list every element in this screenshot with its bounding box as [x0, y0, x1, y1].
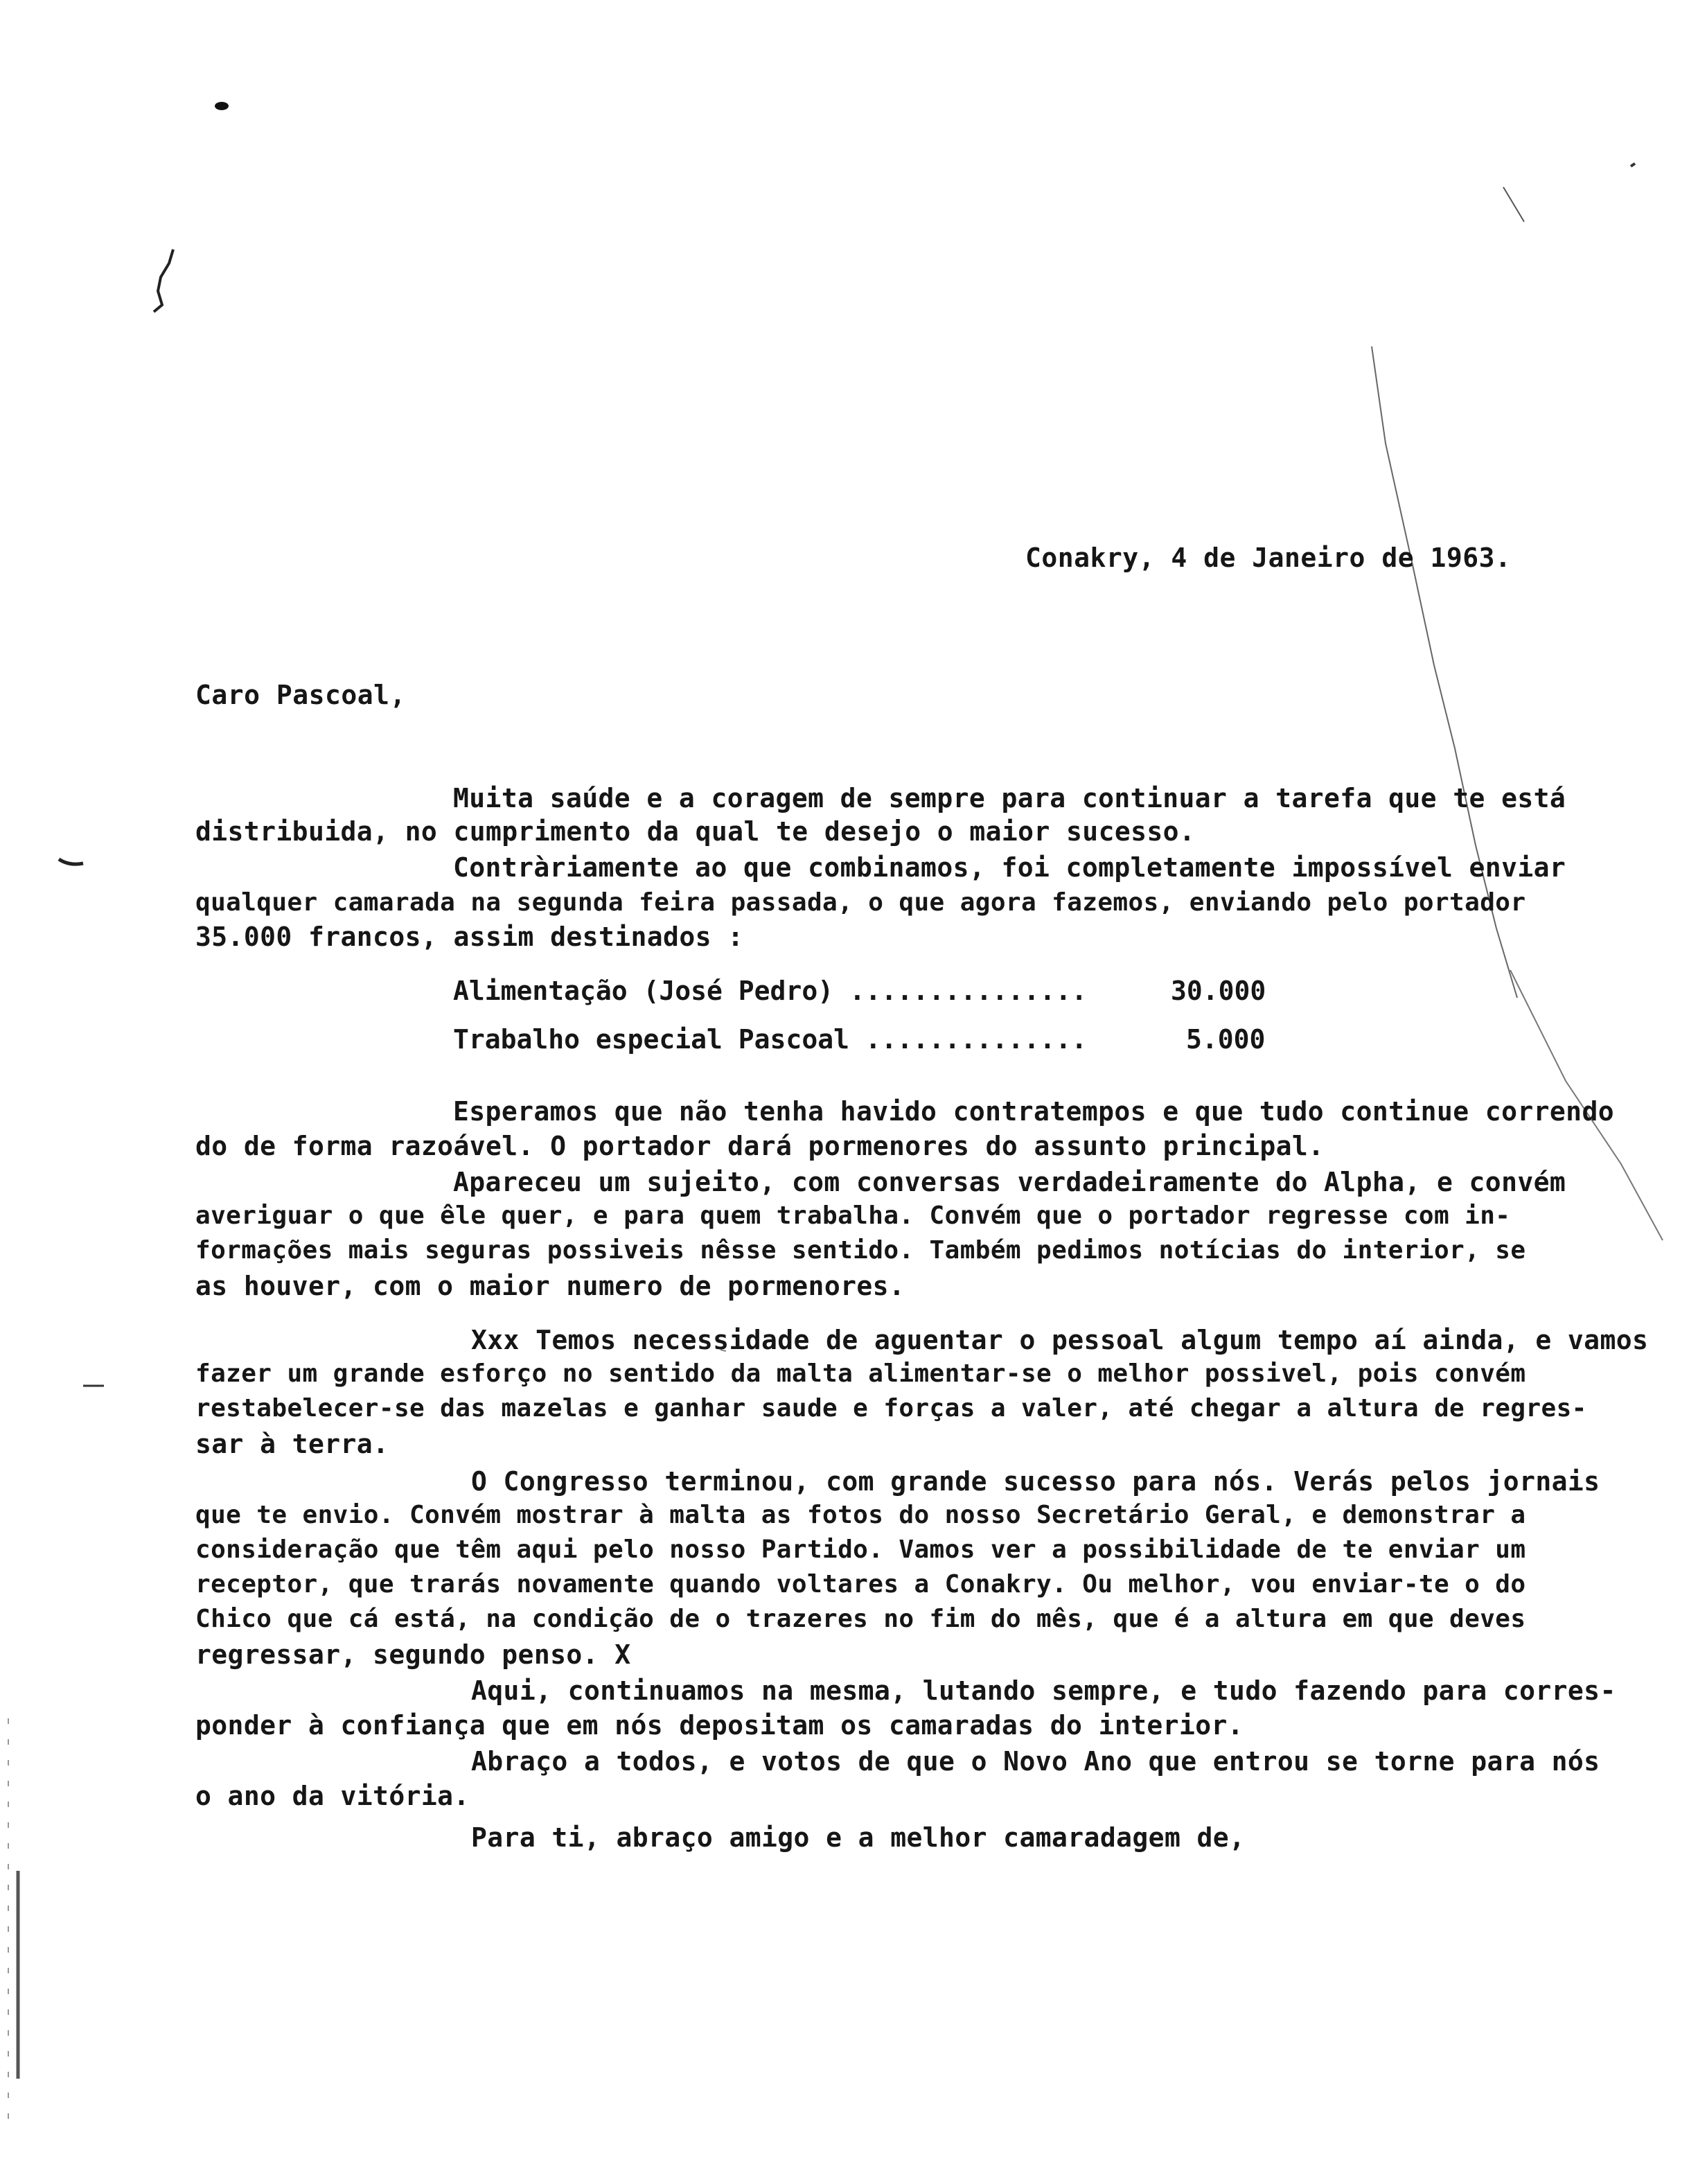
body-line: restabelecer-se das mazelas e ganhar saude e forças a valer, até chegar a altura de regres-: [195, 1394, 1587, 1423]
body-line: sar à terra.: [195, 1429, 389, 1459]
speck: [1631, 164, 1635, 166]
body-line: qualquer camarada na segunda feira passada, o que agora fazemos, enviando pelo portador: [195, 888, 1526, 917]
body-line: receptor, que trarás novamente quando voltares a Conakry. Ou melhor, vou enviar-te o do: [195, 1570, 1526, 1599]
body-line: Aqui, continuamos na mesma, lutando sempre, e tudo fazendo para corres-: [471, 1675, 1616, 1706]
salutation: Caro Pascoal,: [195, 680, 406, 710]
body-line: Abraço a todos, e votos de que o Novo Ano que entrou se torne para nós: [471, 1746, 1600, 1777]
body-line: consideração que têm aqui pelo nosso Partido. Vamos ver a possibilidade de te enviar um: [195, 1535, 1526, 1564]
allocation-amount: 5.000: [1186, 1024, 1266, 1055]
body-line: ponder à confiança que em nós depositam os camaradas do interior.: [195, 1710, 1244, 1741]
ink-blot: [215, 102, 229, 110]
body-line: O Congresso terminou, com grande sucesso para nós. Verás pelos jornais: [471, 1466, 1600, 1497]
body-line: do de forma razoável. O portador dará pormenores do assunto principal.: [195, 1131, 1325, 1161]
body-line: Apareceu um sujeito, com conversas verdadeiramente do Alpha, e convém: [453, 1167, 1566, 1197]
body-line: Muita saúde e a coragem de sempre para continuar a tarefa que te está: [453, 783, 1566, 813]
body-line: fazer um grande esforço no sentido da malta alimentar-se o melhor possivel, pois convém: [195, 1359, 1526, 1388]
body-line: que te envio. Convém mostrar à malta as fotos do nosso Secretário Geral, e demonstrar a: [195, 1501, 1526, 1529]
body-line: regressar, segundo penso. X: [195, 1639, 631, 1670]
date-line: Conakry, 4 de Janeiro de 1963.: [1025, 543, 1512, 573]
margin-scribble: [154, 249, 173, 312]
body-line: distribuida, no cumprimento da qual te desejo o maior sucesso.: [195, 816, 1196, 847]
body-line: Contràriamente ao que combinamos, foi completamente impossível enviar: [453, 852, 1566, 883]
body-line: formações mais seguras possiveis nêsse sentido. Também pedimos notícias do interior, se: [195, 1236, 1526, 1265]
body-line: 35.000 francos, assim destinados :: [195, 922, 744, 952]
body-line: Para ti, abraço amigo e a melhor camaradagem de,: [471, 1822, 1246, 1853]
allocation-label: Trabalho especial Pascoal ..............: [453, 1024, 1088, 1055]
body-line: as houver, com o maior numero de pormenores.: [195, 1271, 905, 1301]
body-line: Chico que cá está, na condição de o trazeres no fim do mês, que é a altura em que deves: [195, 1605, 1526, 1633]
allocation-amount: 30.000: [1171, 976, 1266, 1006]
allocation-label: Alimentação (José Pedro) ...............: [453, 976, 1088, 1006]
crease-line: [1503, 187, 1524, 222]
body-line: averiguar o que êle quer, e para quem trabalha. Convém que o portador regresse com in-: [195, 1201, 1511, 1230]
body-line: Xxx Temos necessidade de aguentar o pessoal algum tempo aí ainda, e vamos: [471, 1325, 1649, 1355]
body-line: Esperamos que não tenha havido contratempos e que tudo continue correndo: [453, 1096, 1615, 1127]
margin-mark: [59, 859, 83, 864]
body-line: o ano da vitória.: [195, 1781, 470, 1811]
